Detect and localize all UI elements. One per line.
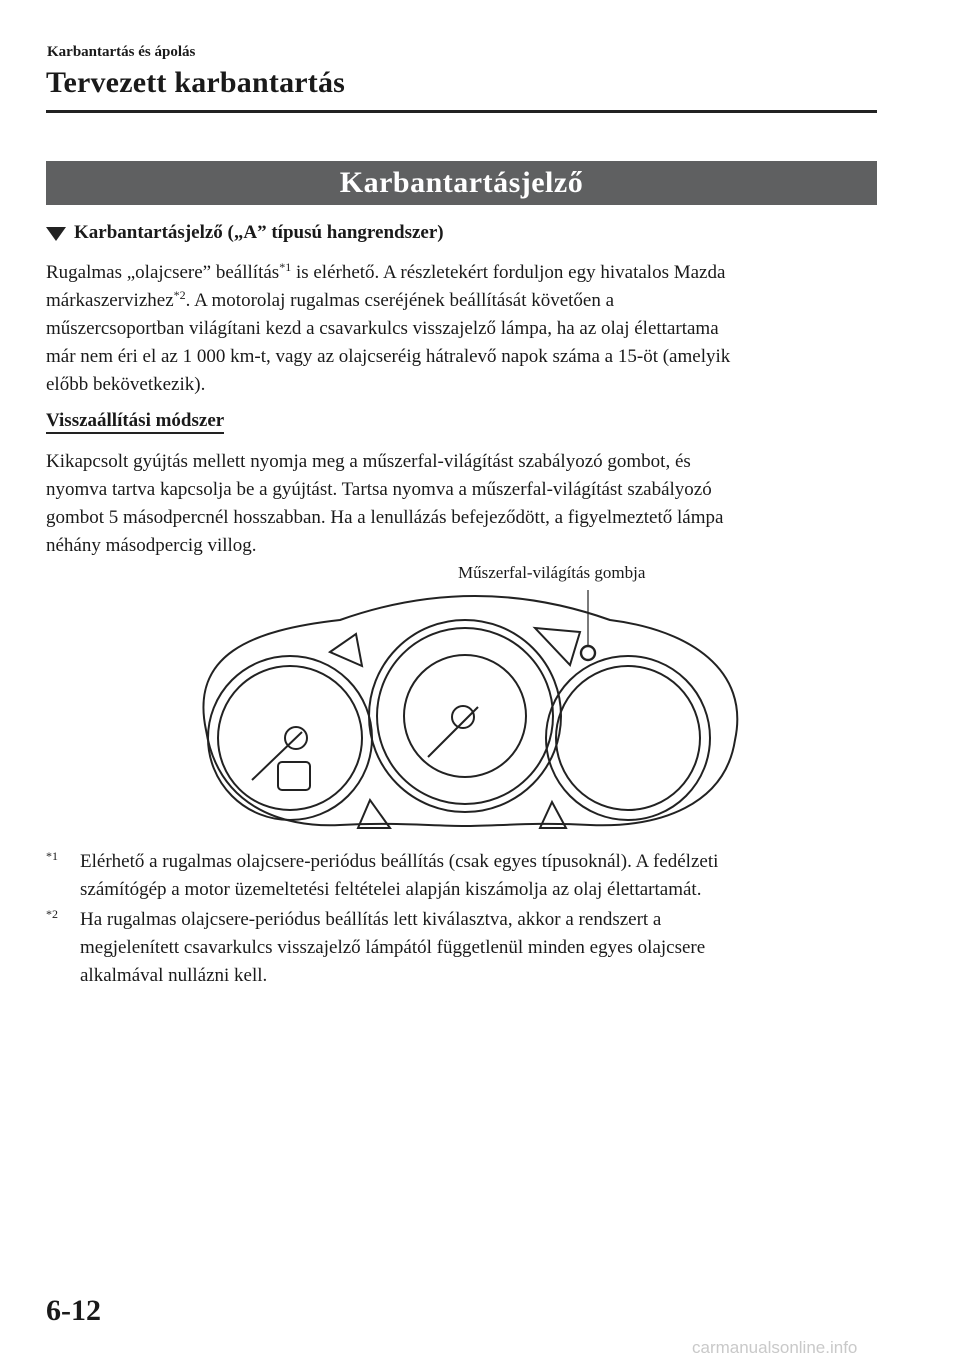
footnote-2: $^{*2}$ Ha rugalmas olajcsere-periódus beállítás lett kiválasztva, akkor a rendszert a megjelenített csavarkulcs visszajelző lámpától függetlenül minden egyes olajcsere alkalmával nullázni kell. <box>46 907 706 986</box>
figure-callout-label: Műszerfal-világítás gombja <box>458 563 646 582</box>
subheading-text: Karbantartásjelző („A” típusú hangrendszer) <box>74 222 444 243</box>
right-gauge <box>546 656 710 820</box>
triangle-bullet-icon <box>46 227 66 241</box>
page-title: Tervezett karbantartás <box>46 66 346 99</box>
footnote-ref-1[interactable]: *1 <box>279 260 292 274</box>
center-gauge <box>369 620 561 812</box>
footnote-ref-2[interactable]: *2 <box>173 288 186 302</box>
footnotes <box>46 848 896 992</box>
footnote-1: $^{*1}$ Elérhető a rugalmas olajcsere-periódus beállítás (csak egyes típusoknál). A fedélzeti számítógép a motor üzemeltetési feltételei alapján kiszámolja az olaj élettartamát. <box>46 849 719 900</box>
breadcrumb: Karbantartás és ápolás <box>47 44 196 60</box>
instrument-cluster-diagram <box>190 590 750 842</box>
title-divider <box>46 110 877 113</box>
cluster-outline <box>203 596 737 826</box>
section-title: Karbantartásjelző <box>46 161 877 205</box>
page-number: 6-12 <box>46 1294 101 1327</box>
intro-paragraph: Rugalmas „olajcsere” beállítás$^{*1}$ is elérhető. A részletekért forduljon egy hivatalos Mazda márkaszervizhez$^{*2}$. A motorolaj rugalmas cseréjének beállítását követően a műszercsoportban világítani kezd a csavarkulcs visszajelző lámpa, ha az olaj élettartama már nem éri el az 1 000 km-t, vagy az olajcseréig hátralevő napok száma a 15-öt (amelyik előbb bekövetkezik). <box>46 260 731 395</box>
left-gauge <box>208 656 372 820</box>
reset-paragraph: Kikapcsolt gyújtás mellett nyomja meg a műszerfal-világítást szabályozó gombot, és nyomva tartva kapcsolja be a gyújtást. Tartsa nyomva a műszerfal-világítást szabályozó gombot 5 másodpercnél hosszabban. Ha a lenullázás befejeződött, a figyelmeztető lámpa néhány másodpercig villog. <box>46 451 724 556</box>
watermark[interactable]: carmanualsonline.info <box>692 1338 858 1357</box>
warning-lamp-upper-left <box>330 634 362 666</box>
dimmer-button-icon <box>581 646 595 660</box>
reset-heading: Visszaállítási módszer <box>46 410 224 432</box>
subheading <box>46 222 444 244</box>
